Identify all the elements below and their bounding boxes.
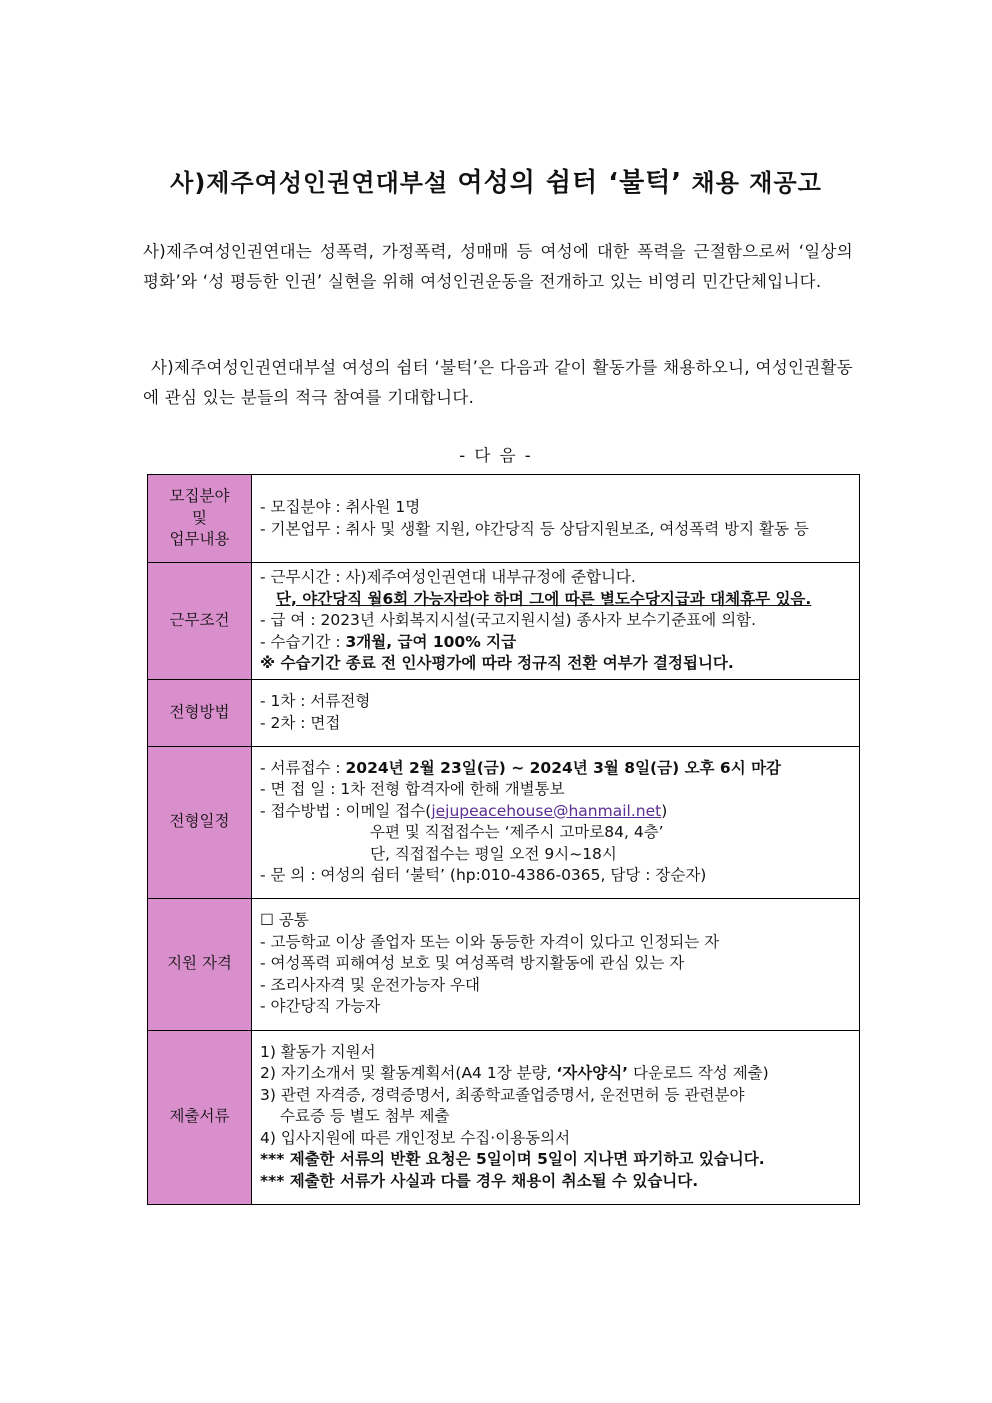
value-text: 2024년 2월 23일(금) ~ 2024년 3월 8일(금) 오후 6시 마감: [345, 758, 782, 777]
documents-body: [252, 1030, 860, 1204]
header-text: 업무내용: [169, 530, 230, 549]
qualification-body: [252, 898, 860, 1030]
body-line: 단, 직접접수는 평일 오전 9시~18시: [370, 844, 617, 863]
schedule-body: [252, 746, 860, 898]
body-line: - 야간당직 가능자: [260, 997, 381, 1016]
method-header: 전형방법: [148, 679, 252, 746]
table-row: [148, 475, 860, 563]
value-text: 3개월, 급여 100% 지급: [345, 632, 517, 651]
body-line: - 기본업무 : 취사 및 생활 지원, 야간당직 등 상담지원보조, 여성폭력 방지 활동 등: [260, 519, 809, 538]
label-text: - 접수방법 : 이메일 접수(: [260, 801, 432, 820]
recruit-body: [252, 475, 860, 563]
email-link[interactable]: jejupeacehouse@hanmail.net: [431, 801, 662, 820]
qualification-header: 지원 자격: [148, 898, 252, 1030]
label-text: 다운로드 작성 제출): [628, 1064, 769, 1083]
header-text: 모집분야: [169, 487, 230, 506]
body-line: 수료증 등 별도 첨부 제출: [280, 1107, 450, 1126]
recruitment-table: [147, 474, 860, 1205]
table-row: [148, 679, 860, 746]
body-line: 4) 입사지원에 따른 개인정보 수집·이용동의서: [260, 1128, 571, 1147]
table-row: [148, 898, 860, 1030]
body-line: 3) 관련 자격증, 경력증명서, 최종학교졸업증명서, 운전면허 등 관련분야: [260, 1085, 745, 1104]
body-line: 단, 야간당직 월6회 가능자라야 하며 그에 따른 별도수당지급과 대체휴무 있음.: [276, 589, 812, 608]
label-text: - 서류접수 :: [260, 758, 346, 777]
body-line: - 조리사자격 및 운전가능자 우대: [260, 975, 480, 994]
body-line: - 고등학교 이상 졸업자 또는 이와 동등한 자격이 있다고 인정되는 자: [260, 932, 720, 951]
body-line: [260, 758, 851, 780]
body-line: 1) 활동가 지원서: [260, 1042, 376, 1061]
label-text: 2) 자기소개서 및 활동계획서(A4 1장 분량,: [260, 1064, 557, 1083]
title-suffix: 채용 재공고: [682, 169, 822, 197]
title-org: 사)제주여성인권연대부설: [170, 169, 458, 197]
table-row: [148, 1030, 860, 1204]
value-text: ‘자사양식’: [556, 1064, 629, 1083]
recruit-header: [148, 475, 252, 563]
body-line: - 여성폭력 피해여성 보호 및 여성폭력 방지활동에 관심 있는 자: [260, 954, 685, 973]
body-line: - 면 접 일 : 1차 전형 합격자에 한해 개별통보: [260, 780, 565, 798]
body-line: - 문 의 : 여성의 쉼터 ‘불턱’ (hp:010-4386-0365, 담당 : 장순자): [260, 866, 707, 884]
documents-header: 제출서류: [148, 1030, 252, 1204]
header-text: 및: [192, 508, 207, 527]
body-line: [260, 632, 851, 654]
label-text: - 수습기간 :: [260, 632, 346, 651]
body-line: ☐ 공통: [260, 911, 309, 930]
body-line: [260, 801, 851, 823]
method-body: [252, 679, 860, 746]
body-line: - 2차 : 면접: [260, 713, 341, 732]
body-line: [260, 1063, 851, 1085]
table-row: [148, 563, 860, 680]
schedule-header: 전형일정: [148, 746, 252, 898]
title-shelter: 여성의 쉼터 ‘불턱’: [457, 168, 683, 198]
conditions-header: 근무조건: [148, 563, 252, 680]
body-line: - 1차 : 서류전형: [260, 692, 371, 710]
intro-paragraph-1: 사)제주여성인권연대는 성폭력, 가정폭력, 성매매 등 여성에 대한 폭력을 근절함으로써 ‘일상의 평화’와 ‘성 평등한 인권’ 실현을 위해 여성인권운동을 전개하고 있는 비영리 민간단체입니다.: [143, 242, 853, 291]
body-line: *** 제출한 서류가 사실과 다를 경우 채용이 취소될 수 있습니다.: [260, 1171, 699, 1190]
body-line: - 급 여 : 2023년 사회복지시설(국고지원시설) 종사자 보수기준표에 의함.: [260, 611, 756, 629]
page-title: [0, 162, 992, 199]
body-line: *** 제출한 서류의 반환 요청은 5일이며 5일이 지나면 파기하고 있습니다.: [260, 1150, 765, 1169]
body-line: 우편 및 직접접수는 ‘제주시 고마로84, 4층’: [370, 823, 664, 841]
table-row: [148, 746, 860, 898]
body-line: - 모집분야 : 취사원 1명: [260, 498, 421, 516]
intro-paragraph-2: 사)제주여성인권연대부설 여성의 쉼터 ‘불턱’은 다음과 같이 활동가를 채용하오니, 여성인권활동에 관심 있는 분들의 적극 참여를 기대합니다.: [143, 358, 853, 407]
conditions-body: [252, 563, 860, 680]
separator-text: - 다 음 -: [459, 446, 533, 465]
body-line: ※ 수습기간 종료 전 인사평가에 따라 정규직 전환 여부가 결정됩니다.: [260, 654, 734, 672]
label-text: ): [661, 801, 668, 820]
body-line: - 근무시간 : 사)제주여성인권연대 내부규정에 준합니다.: [260, 568, 636, 586]
